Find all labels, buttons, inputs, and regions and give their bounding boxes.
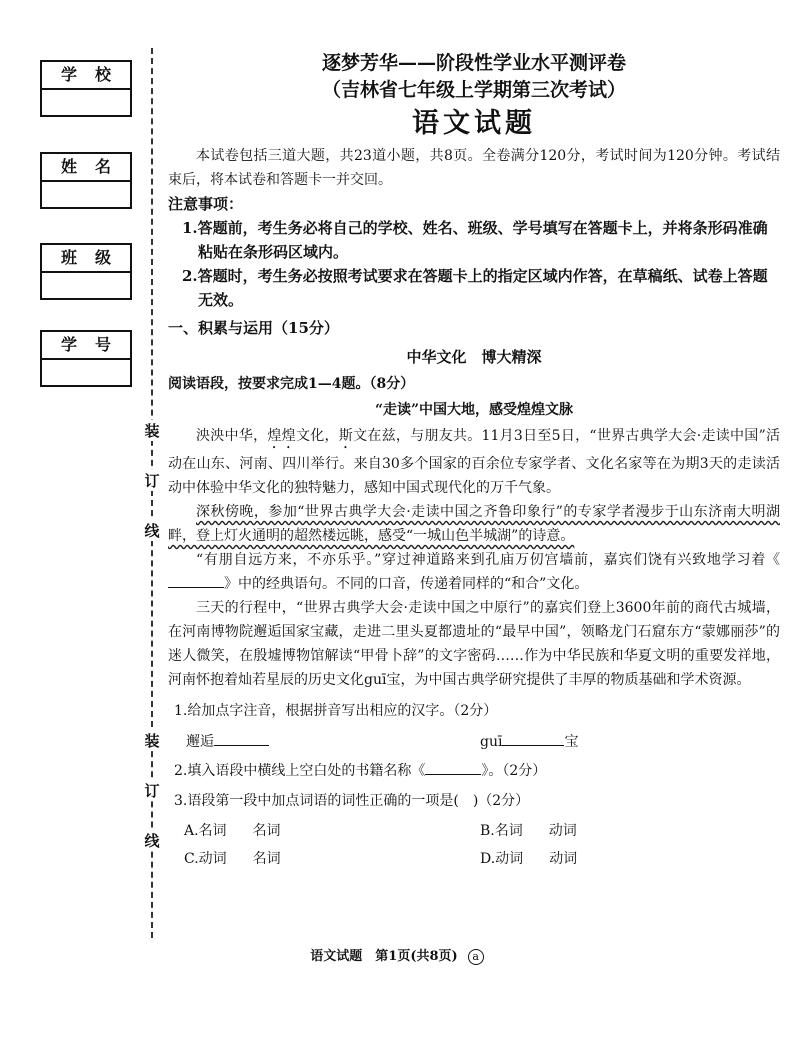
section-heading: 一、积累与运用（15分） <box>168 319 339 337</box>
note-item: 1.答题前，考生务必将自己的学校、姓名、班级、学号填写在答题卡上，并将条形码准确粘贴在条形码区域内。 <box>182 219 768 261</box>
passage-paragraph-1: 泱泱中华，煌煌文化，斯文在兹，与朋友共。11月3日至5日，“世界古典学大会·走读中国”活动在山东、河南、四川举行。来自30多个国家的百余位专家学者、文化名家等在为期3天的走读活动中体验中华文化的独特魅力，感知中国式现代化的万千气象。 <box>168 428 781 496</box>
option-d: D.动词 动词 <box>480 851 578 867</box>
reading-instruction: 阅读语段，按要求完成1—4题。（8分） <box>168 376 415 392</box>
q1-pinyin-blank <box>214 730 269 746</box>
section-theme: 中华文化 博大精深 <box>406 348 542 366</box>
binding-char: 装 <box>144 422 160 440</box>
binding-line <box>151 48 153 938</box>
binding-char: 线 <box>144 522 160 540</box>
passage-title: “走读”中国大地，感受煌煌文脉 <box>374 402 574 418</box>
binding-char: 订 <box>144 782 160 800</box>
intro-text: 本试卷包括三道大题，共23道小题，共8页。全卷满分120分，考试时间为120分钟。考试结束后，将本试卷和答题卡一并交回。 <box>168 148 780 188</box>
exam-series-title: 逐梦芳华——阶段性学业水平测评卷 <box>321 52 626 74</box>
binding-char: 装 <box>144 732 160 750</box>
school-field-box <box>40 60 132 117</box>
q1-pinyin: guī <box>480 734 503 750</box>
question-1-answers <box>168 726 780 756</box>
page-footer <box>0 945 794 965</box>
passage-paragraph-2: 深秋傍晚，参加“世界古典学大会·走读中国之齐鲁印象行”的专家学者漫步于山东济南大明湖畔，登上灯火通明的超然楼远眺，感受“一城山色半城湖”的诗意。 <box>168 504 780 544</box>
dotted-word: 斯 <box>338 428 354 444</box>
question-1: 1.给加点字注音，根据拼音写出相应的汉字。（2分） <box>174 703 498 719</box>
page-number-text: 语文试题 第1页(共8页) <box>310 949 458 964</box>
version-mark: a <box>468 949 484 965</box>
option-a: A.名词 名词 <box>184 823 281 839</box>
q1-char-blank <box>502 730 564 746</box>
dotted-word: 煌煌 <box>267 428 296 444</box>
question-3: 3.语段第一段中加点词语的词性正确的一项是( )（2分） <box>174 793 530 809</box>
q1-word: 邂逅 <box>186 734 214 750</box>
subject-title: 语文试题 <box>412 108 536 139</box>
option-c: C.动词 名词 <box>184 851 281 867</box>
school-label: 学 校 <box>42 62 130 90</box>
option-b: B.名词 动词 <box>480 823 577 839</box>
binding-char: 订 <box>144 472 160 490</box>
exam-content <box>168 50 780 876</box>
q2-blank <box>425 759 481 775</box>
student-id-label: 学 号 <box>42 332 130 360</box>
name-field-box <box>40 152 132 209</box>
name-label: 姓 名 <box>42 154 130 182</box>
binding-char: 线 <box>144 832 160 850</box>
passage-paragraph-4: 三天的行程中，“世界古典学大会·走读中国之中原行”的嘉宾们登上3600年前的商代古城墙，在河南博物院邂逅国家宝藏，走进二里头夏都遗址的“最早中国”，领略龙门石窟东方“蒙娜丽莎”的迷人微笑，在殷墟博物馆解读“甲骨卜辞”的文字密码……作为中华民族和华夏文明的重要发祥地，河南怀抱着灿若星辰的历史文化guī宝，为中国古典学研究提供了丰厚的物质基础和学术资源。 <box>168 600 780 688</box>
book-title-blank <box>168 572 224 588</box>
exam-subtitle: （吉林省七年级上学期第三次考试） <box>321 79 626 101</box>
class-field-box <box>40 243 132 300</box>
options-row-2 <box>168 846 780 876</box>
options-row-1 <box>168 816 780 846</box>
note-item: 2.答题时，考生务必按照考试要求在答题卡上的指定区域内作答，在草稿纸、试卷上答题无效。 <box>182 267 768 309</box>
notes-label: 注意事项： <box>168 195 244 213</box>
question-2: 2.填入语段中横线上空白处的书籍名称《 》。（2分） <box>168 756 780 786</box>
q1-char: 宝 <box>564 734 579 750</box>
passage-paragraph-3: “有朋自远方来，不亦乐乎。”穿过神道路来到孔庙万仞宫墙前，嘉宾们饶有兴致地学习着《》中的经典语句。不同的口音，传递着同样的“和合”文化。 <box>168 548 780 596</box>
student-id-field-box <box>40 330 132 387</box>
class-label: 班 级 <box>42 245 130 273</box>
